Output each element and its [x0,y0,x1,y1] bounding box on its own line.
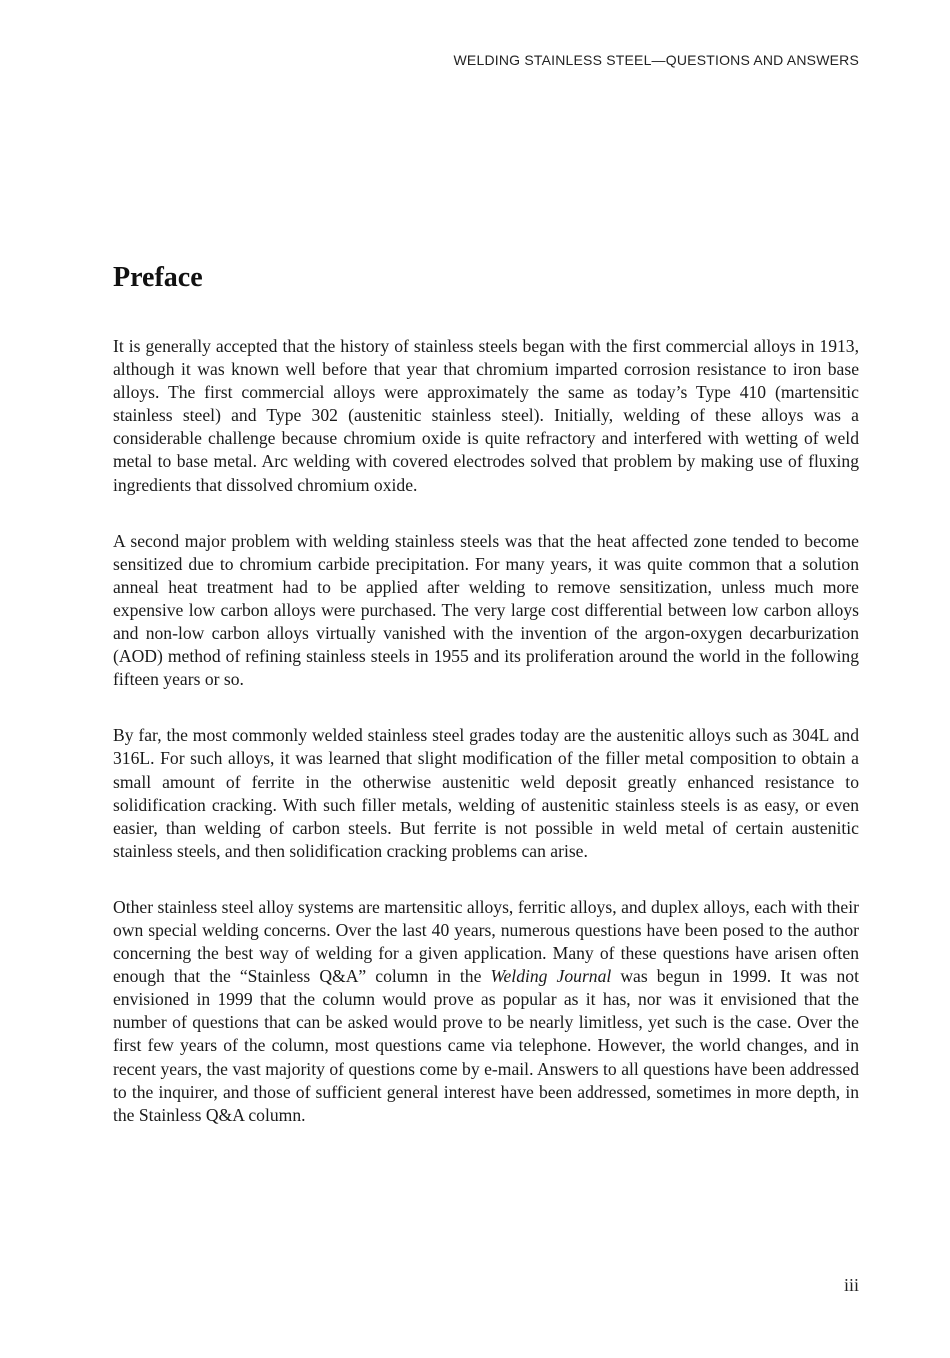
paragraph-2: A second major problem with welding stainless steels was that the heat affected zone tended to become sensitized due to chromium carbide precipitation. For many years, it was quite common that a solution anneal heat treatment had to be applied after welding to remove sensitization, unless much more expensive low carbon alloys were purchased. The very large cost differential between low carbon alloys and non-low carbon alloys virtually vanished with the invention of the argon-oxygen decarburization (AOD) method of refining stainless steels in 1955 and its proliferation around the world in the following fifteen years or so. [113,530,859,690]
journal-title: Welding Journal [490,966,612,987]
page-number: iii [843,1275,859,1295]
paragraph-1: It is generally accepted that the history of stainless steels began with the first commercial alloys in 1913, although it was known well before that year that chromium imparted corrosion resistance to iron base alloys. The first commercial alloys were approximately the same as today’s Type 410 (martensitic stainless steel) and Type 302 (austenitic stainless steel). Initially, welding of these alloys was a considerable challenge because chromium oxide is quite refractory and interfered with wetting of weld metal to base metal. Arc welding with covered electrodes solved that problem by making use of fluxing ingredients that dissolved chromium oxide. [113,336,859,495]
page-title: Preface [113,262,203,293]
paragraph-4-part-1: Other stainless steel alloy systems are martensitic alloys, ferritic alloys, and duplex alloys, each with their own special welding concerns. Over the last 40 years, numerous questions have been posed to the author concerning the best way of welding for a given application. Many of these questions have arisen often enough that the “Stainless Q&A” column in the [113,896,859,987]
paragraph-3: By far, the most commonly welded stainless steel grades today are the austenitic alloys such as 304L and 316L. For such alloys, it was learned that slight modification of the filler metal composition to obtain a small amount of ferrite in the otherwise austenitic weld deposit greatly enhanced resistance to solidification cracking. With such filler metals, welding of austenitic stainless steels is as easy, or even easier, than welding of carbon steels. But ferrite is not possible in weld metal of certain austenitic stainless steels, and then solidification cracking problems can arise. [113,725,859,861]
running-head: WELDING STAINLESS STEEL—QUESTIONS AND ANSWERS [453,52,859,68]
paragraph-4 [113,896,859,1127]
preface-body [113,335,859,1127]
paragraph-4-part-2: was begun in 1999. It was not envisioned in 1999 that the column would prove as popular as it has, nor was it envisioned that the number of questions that can be asked would prove to be nearly limitless, yet such is the case. Over the first few years of the column, most questions came via telephone. However, the world changes, and in recent years, the vast majority of questions come by e-mail. Answers to all questions have been addressed to the inquirer, and those of sufficient general interest have been addressed, sometimes in more depth, in the Stainless Q&A column. [113,966,859,1125]
